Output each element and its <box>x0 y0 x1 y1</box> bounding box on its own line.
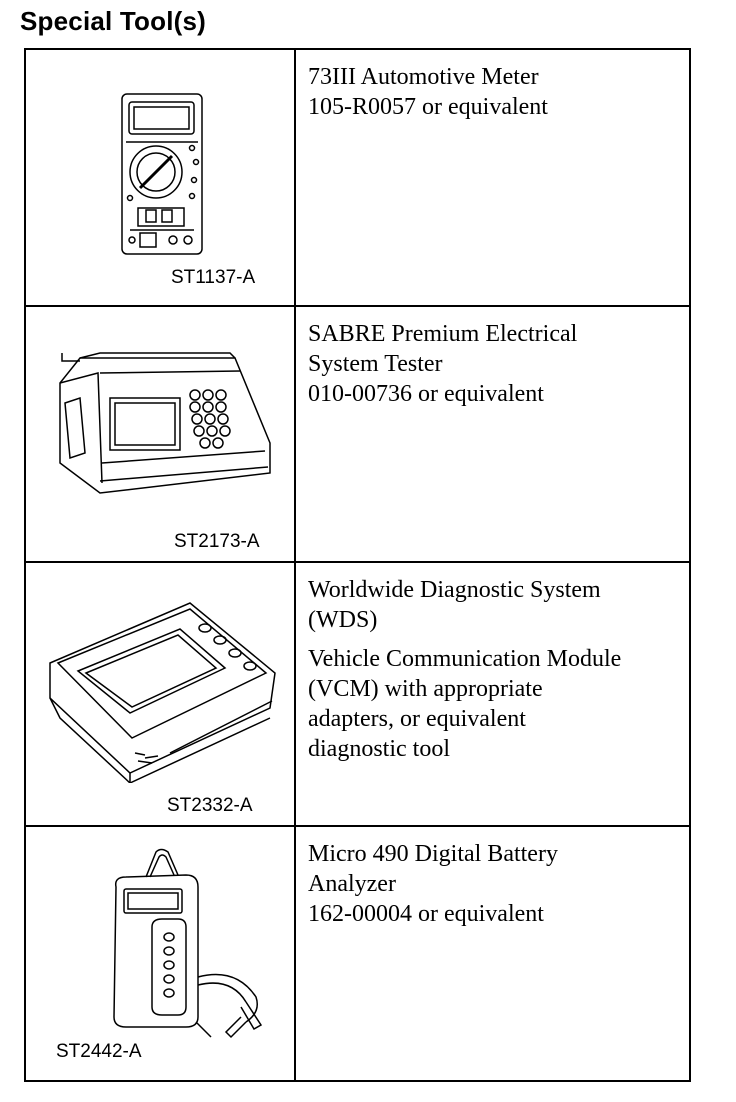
tool-description-cell <box>295 826 690 1081</box>
multimeter-icon <box>118 90 208 260</box>
tool-image-cell <box>25 306 295 561</box>
tool-description: (VCM) with appropriate <box>308 675 543 702</box>
tool-part-number: 162-00004 or equivalent <box>308 901 544 928</box>
tool-name: Worldwide Diagnostic System <box>308 576 601 603</box>
tool-description-cell <box>295 49 690 306</box>
tool-name: System Tester <box>308 351 443 378</box>
tool-row <box>25 306 690 561</box>
tool-row <box>25 826 690 1081</box>
tool-name: 73III Automotive Meter <box>308 64 539 90</box>
tool-part-number: 010-00736 or equivalent <box>308 381 544 408</box>
tool-code-label: ST2173-A <box>174 531 260 553</box>
tool-image-cell <box>25 826 295 1081</box>
special-tools-table <box>24 48 691 1082</box>
tool-row <box>25 562 690 827</box>
tool-description-cell <box>295 562 690 827</box>
tool-name: Micro 490 Digital Battery <box>308 841 558 868</box>
battery-analyzer-icon <box>86 847 266 1047</box>
tool-row <box>25 49 690 306</box>
tool-part-number: 105-R0057 or equivalent <box>308 94 548 120</box>
tool-image-cell <box>25 49 295 306</box>
tool-code-label: ST2332-A <box>167 794 253 816</box>
tool-code-label: ST1137-A <box>171 267 256 288</box>
diagnostic-system-icon <box>40 593 280 783</box>
page-title: Special Tool(s) <box>20 6 206 36</box>
tool-description-cell <box>295 306 690 561</box>
tool-name: (WDS) <box>308 606 378 633</box>
tool-description: adapters, or equivalent <box>308 705 526 732</box>
tool-name: SABRE Premium Electrical <box>308 321 578 348</box>
tool-name: Analyzer <box>308 871 396 898</box>
tool-code-label: ST2442-A <box>56 1041 142 1063</box>
tool-description: diagnostic tool <box>308 735 450 762</box>
tool-description: Vehicle Communication Module <box>308 645 622 672</box>
tool-image-cell <box>25 562 295 827</box>
electrical-system-tester-icon <box>40 343 280 503</box>
